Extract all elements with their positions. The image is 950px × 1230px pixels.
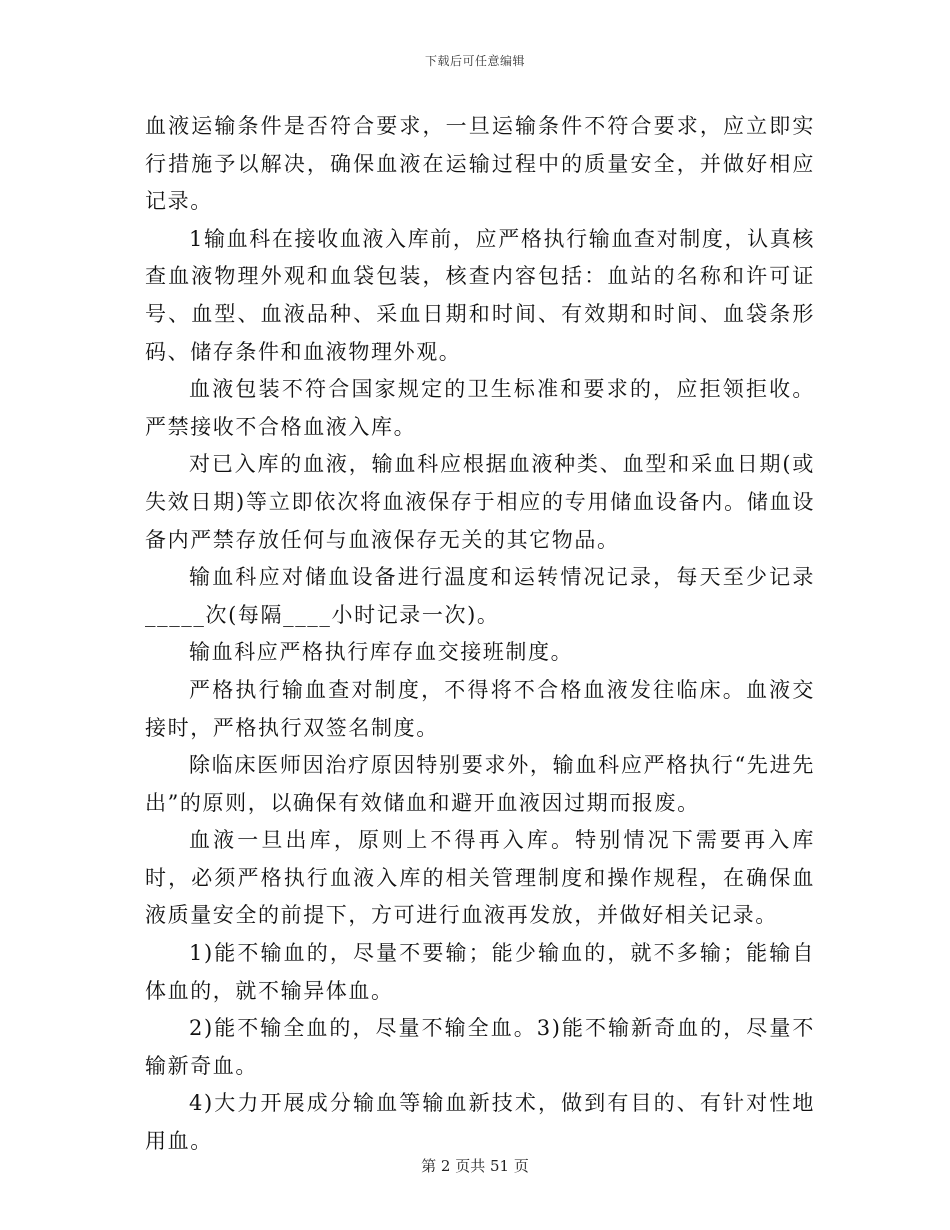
paragraph: 除临床医师因治疗原因特别要求外，输血科应严格执行“先进先出”的原则，以确保有效储血和避开血液因过期而报废。: [145, 753, 815, 815]
page-footer: 第 2 页共 51 页: [421, 1157, 529, 1175]
paragraph: 血液包装不符合国家规定的卫生标准和要求的，应拒领拒收。严禁接收不合格血液入库。: [145, 377, 815, 439]
page-header: 下载后可任意编辑: [424, 54, 525, 68]
paragraph: 1)能不输血的，尽量不要输；能少输血的，就不多输；能输自体血的，就不输异体血。: [145, 941, 815, 1003]
paragraph: 输血科应对储血设备进行温度和运转情况记录，每天至少记录_____次(每隔____小时记录一次)。: [145, 565, 815, 627]
paragraph: 1输血科在接收血液入库前，应严格执行输血查对制度，认真核查血液物理外观和血袋包装，核查内容包括：血站的名称和许可证号、血型、血液品种、采血日期和时间、有效期和时间、血袋条形码、储存条件和血液物理外观。: [145, 226, 815, 364]
paragraph: 严格执行输血查对制度，不得将不合格血液发往临床。血液交接时，严格执行双签名制度。: [145, 677, 815, 740]
paragraph: 血液运输条件是否符合要求，一旦运输条件不符合要求，应立即实行措施予以解决，确保血液在运输过程中的质量安全，并做好相应记录。: [145, 114, 815, 214]
paragraph: 对已入库的血液，输血科应根据血液种类、血型和采血日期(或失效日期)等立即依次将血液保存于相应的专用储血设备内。储血设备内严禁存放任何与血液保存无关的其它物品。: [145, 452, 815, 552]
paragraph: 输血科应严格执行库存血交接班制度。: [189, 640, 574, 665]
paragraph: 血液一旦出库，原则上不得再入库。特别情况下需要再入库时，必须严格执行血液入库的相关管理制度和操作规程，在确保血液质量安全的前提下，方可进行血液再发放，并做好相关记录。: [145, 828, 815, 928]
paragraph: 4)大力开展成分输血等输血新技术，做到有目的、有针对性地用血。: [145, 1091, 815, 1154]
paragraph: 2)能不输全血的，尽量不输全血。3)能不输新奇血的，尽量不输新奇血。: [145, 1016, 815, 1078]
document-body: [145, 108, 815, 1161]
